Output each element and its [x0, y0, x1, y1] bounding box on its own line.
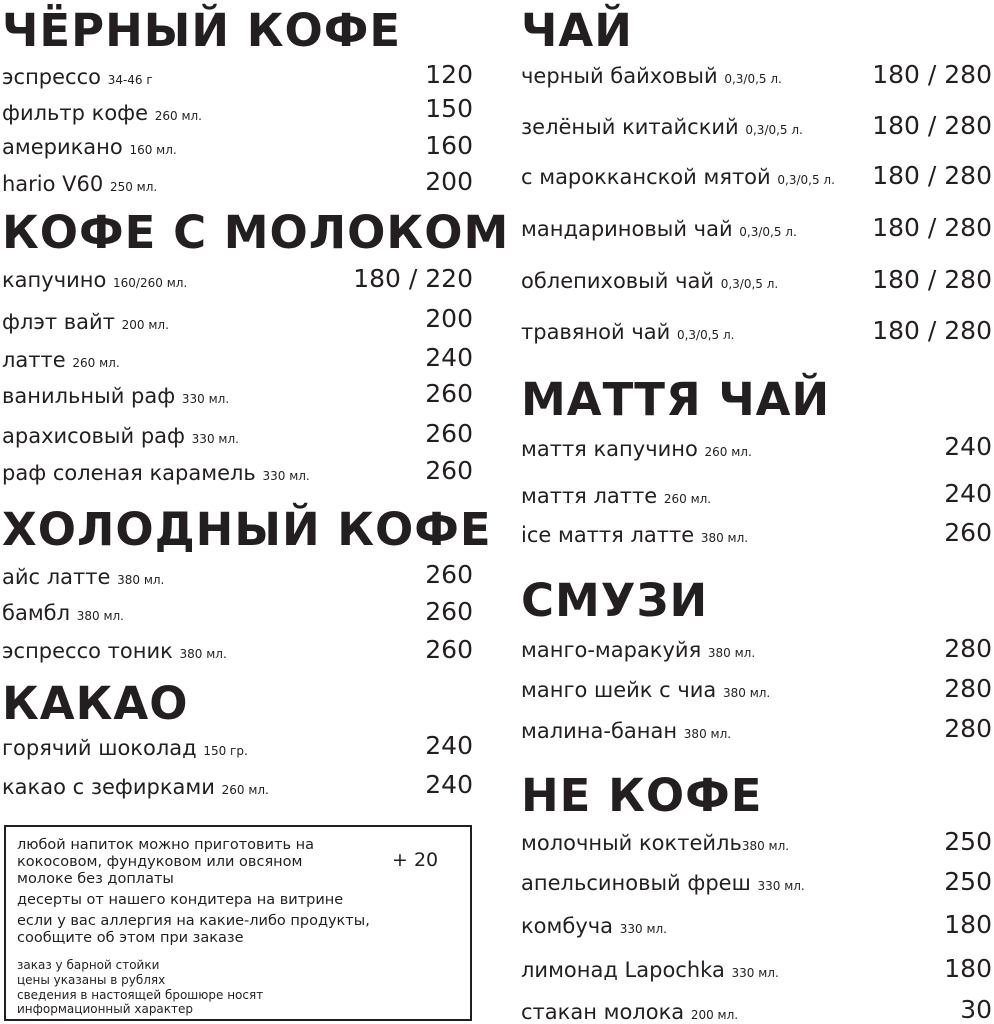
item-price: 260: [425, 635, 473, 664]
item-price: 240: [425, 770, 473, 799]
item-name: комбуча: [521, 914, 614, 938]
item-name: ванильный раф: [2, 384, 176, 408]
item-name: латте: [2, 348, 66, 372]
menu-item: [521, 525, 748, 546]
section-title-not-coffee: НЕ КОФЕ: [521, 769, 763, 822]
item-volume: 380 мл.: [76, 609, 124, 623]
menu-item: [2, 103, 202, 124]
item-price: 260: [425, 419, 473, 448]
menu-item: [2, 386, 229, 407]
menu-item: [521, 66, 782, 87]
menu-item: [2, 174, 157, 195]
item-volume: 380 мл.: [700, 531, 749, 545]
item-name: молочный коктейль: [521, 831, 742, 855]
item-name: арахисовый раф: [2, 424, 185, 448]
item-volume: 200 мл.: [690, 1008, 739, 1022]
item-volume: 160/260 мл.: [113, 276, 188, 290]
item-volume: 0,3/0,5 л.: [745, 123, 803, 137]
fine-print-1: заказ у барной стойки: [17, 958, 160, 972]
menu-item: [521, 873, 805, 894]
item-volume: 380 мл.: [117, 573, 165, 587]
menu-item: [2, 738, 248, 759]
section-title-smoothie: СМУЗИ: [521, 574, 709, 627]
item-price: 240: [425, 731, 473, 760]
item-name: фильтр кофе: [2, 101, 149, 125]
desserts-note: десерты от нашего кондитера на витрине: [17, 892, 344, 908]
item-name: лимонад Lapochka: [521, 958, 725, 982]
menu-item: [521, 271, 778, 292]
item-price: 240: [944, 432, 992, 461]
menu-item: [521, 680, 770, 701]
item-volume: 260 мл.: [663, 492, 712, 506]
item-price: 180 / 280: [872, 161, 992, 190]
item-volume: 0,3/0,5 л.: [676, 328, 735, 342]
item-volume: 0,3/0,5 л.: [724, 72, 782, 86]
item-volume: 260 мл.: [704, 445, 752, 459]
item-price: 180: [944, 910, 992, 939]
item-price: 260: [425, 456, 473, 485]
item-name: черный байховый: [521, 64, 718, 88]
item-volume: 380 мл.: [179, 647, 227, 661]
item-name: облепиховый чай: [521, 269, 714, 293]
menu-item: [521, 1002, 738, 1023]
allergy-note-line1: если у вас аллергия на какие-либо продукты,: [17, 913, 370, 929]
item-volume: 160 мл.: [129, 143, 177, 157]
section-title-cold-coffee: ХОЛОДНЫЙ КОФЕ: [2, 503, 492, 556]
item-volume: 34-46 г: [107, 73, 153, 87]
item-price: 30: [960, 995, 992, 1024]
item-volume: 330 мл.: [731, 966, 779, 980]
item-price: 180 / 280: [872, 265, 992, 294]
item-name: с марокканской мятой: [521, 165, 771, 189]
alt-milk-price: + 20: [392, 849, 439, 871]
item-name: капучино: [2, 268, 107, 292]
item-name: эспрессо тоник: [2, 639, 173, 663]
item-name: мандариновый чай: [521, 217, 733, 241]
item-volume: 330 мл.: [619, 922, 667, 936]
item-volume: 380 мл.: [741, 839, 790, 853]
item-volume: 150 гр.: [203, 744, 248, 758]
item-name: американо: [2, 135, 123, 159]
item-name: бамбл: [2, 601, 71, 625]
item-name: ice маття латте: [521, 523, 695, 547]
item-name: какао с зефирками: [2, 775, 215, 799]
item-name: зелёный китайский: [521, 115, 739, 139]
menu-item: [2, 350, 120, 371]
menu-item: [521, 167, 835, 188]
item-price: 260: [425, 597, 473, 626]
item-volume: 260 мл.: [154, 109, 202, 123]
item-volume: 380 мл.: [707, 646, 756, 660]
item-volume: 330 мл.: [181, 392, 230, 406]
item-name: маття капучино: [521, 437, 698, 461]
item-price: 180 / 280: [872, 111, 992, 140]
menu-item: [521, 486, 711, 507]
section-title-tea: ЧАЙ: [521, 4, 633, 57]
item-price: 150: [425, 94, 473, 123]
menu-item: [521, 219, 797, 240]
item-name: раф соленая карамель: [2, 461, 256, 485]
item-price: 260: [425, 560, 473, 589]
menu-item: [2, 641, 227, 662]
item-name: hario V60: [2, 172, 104, 196]
item-volume: 330 мл.: [262, 469, 310, 483]
menu-item: [521, 640, 755, 661]
item-volume: 200 мл.: [121, 318, 169, 332]
menu-item: [521, 322, 734, 343]
menu-item: [521, 833, 789, 854]
item-name: стакан молока: [521, 1000, 685, 1024]
section-title-black-coffee: ЧЁРНЫЙ КОФЕ: [2, 4, 402, 57]
item-volume: 250 мл.: [109, 180, 158, 194]
item-price: 250: [944, 867, 992, 896]
item-price: 200: [425, 304, 473, 333]
item-price: 200: [425, 167, 473, 196]
item-price: 280: [944, 674, 992, 703]
item-price: 240: [425, 343, 473, 372]
item-name: айс латте: [2, 565, 111, 589]
item-price: 250: [944, 827, 992, 856]
menu-item: [521, 916, 667, 937]
section-title-cocoa: КАКАО: [2, 677, 189, 730]
menu-item: [521, 117, 803, 138]
item-price: 180 / 280: [872, 213, 992, 242]
item-price: 180 / 220: [353, 264, 473, 293]
fine-print-2: цены указаны в рублях: [17, 973, 166, 987]
item-volume: 260 мл.: [221, 783, 269, 797]
item-price: 180 / 280: [872, 60, 992, 89]
item-name: флэт вайт: [2, 310, 115, 334]
menu-item: [521, 721, 731, 742]
section-title-milk-coffee: КОФЕ С МОЛОКОМ: [2, 206, 510, 259]
item-name: малина-банан: [521, 719, 678, 743]
fine-print-4: информационный характер: [17, 1002, 194, 1016]
item-volume: 330 мл.: [757, 879, 805, 893]
allergy-note-line2: сообщите об этом при заказе: [17, 930, 244, 946]
alt-milk-note-line2: кокосовом, фундуковом или овсяном: [17, 854, 303, 870]
menu-item: [2, 312, 169, 333]
alt-milk-note-line3: молоке без доплаты: [17, 871, 174, 887]
item-name: маття латте: [521, 484, 658, 508]
menu-item: [2, 137, 177, 158]
item-price: 120: [425, 60, 473, 89]
menu-item: [2, 426, 239, 447]
menu-item: [2, 567, 164, 588]
menu-item: [2, 67, 153, 88]
section-title-matcha: МАТТЯ ЧАЙ: [521, 373, 831, 426]
menu-item: [521, 439, 752, 460]
item-name: манго шейк с чиа: [521, 678, 717, 702]
fine-print-3: сведения в настоящей брошюре носят: [17, 988, 264, 1002]
item-name: горячий шоколад: [2, 736, 197, 760]
item-volume: 0,3/0,5 л.: [739, 225, 797, 239]
item-name: манго-маракуйя: [521, 638, 702, 662]
item-volume: 380 мл.: [722, 686, 771, 700]
item-name: эспрессо: [2, 65, 101, 89]
menu-item: [2, 603, 124, 624]
menu-item: [2, 463, 310, 484]
menu-item: [2, 270, 187, 291]
alt-milk-note-line1: любой напиток можно приготовить на: [17, 837, 314, 853]
item-price: 260: [425, 379, 473, 408]
item-volume: 380 мл.: [683, 727, 732, 741]
item-price: 280: [944, 634, 992, 663]
item-price: 240: [944, 479, 992, 508]
item-price: 180: [944, 954, 992, 983]
item-price: 260: [944, 518, 992, 547]
item-volume: 330 мл.: [191, 432, 239, 446]
item-name: травяной чай: [521, 320, 671, 344]
menu-item: [2, 777, 269, 798]
menu-item: [521, 960, 779, 981]
item-volume: 260 мл.: [72, 356, 120, 370]
item-price: 180 / 280: [872, 316, 992, 345]
item-name: апельсиновый фреш: [521, 871, 751, 895]
item-price: 160: [425, 131, 473, 160]
item-volume: 0,3/0,5 л.: [777, 173, 835, 187]
item-price: 280: [944, 714, 992, 743]
item-volume: 0,3/0,5 л.: [720, 277, 779, 291]
